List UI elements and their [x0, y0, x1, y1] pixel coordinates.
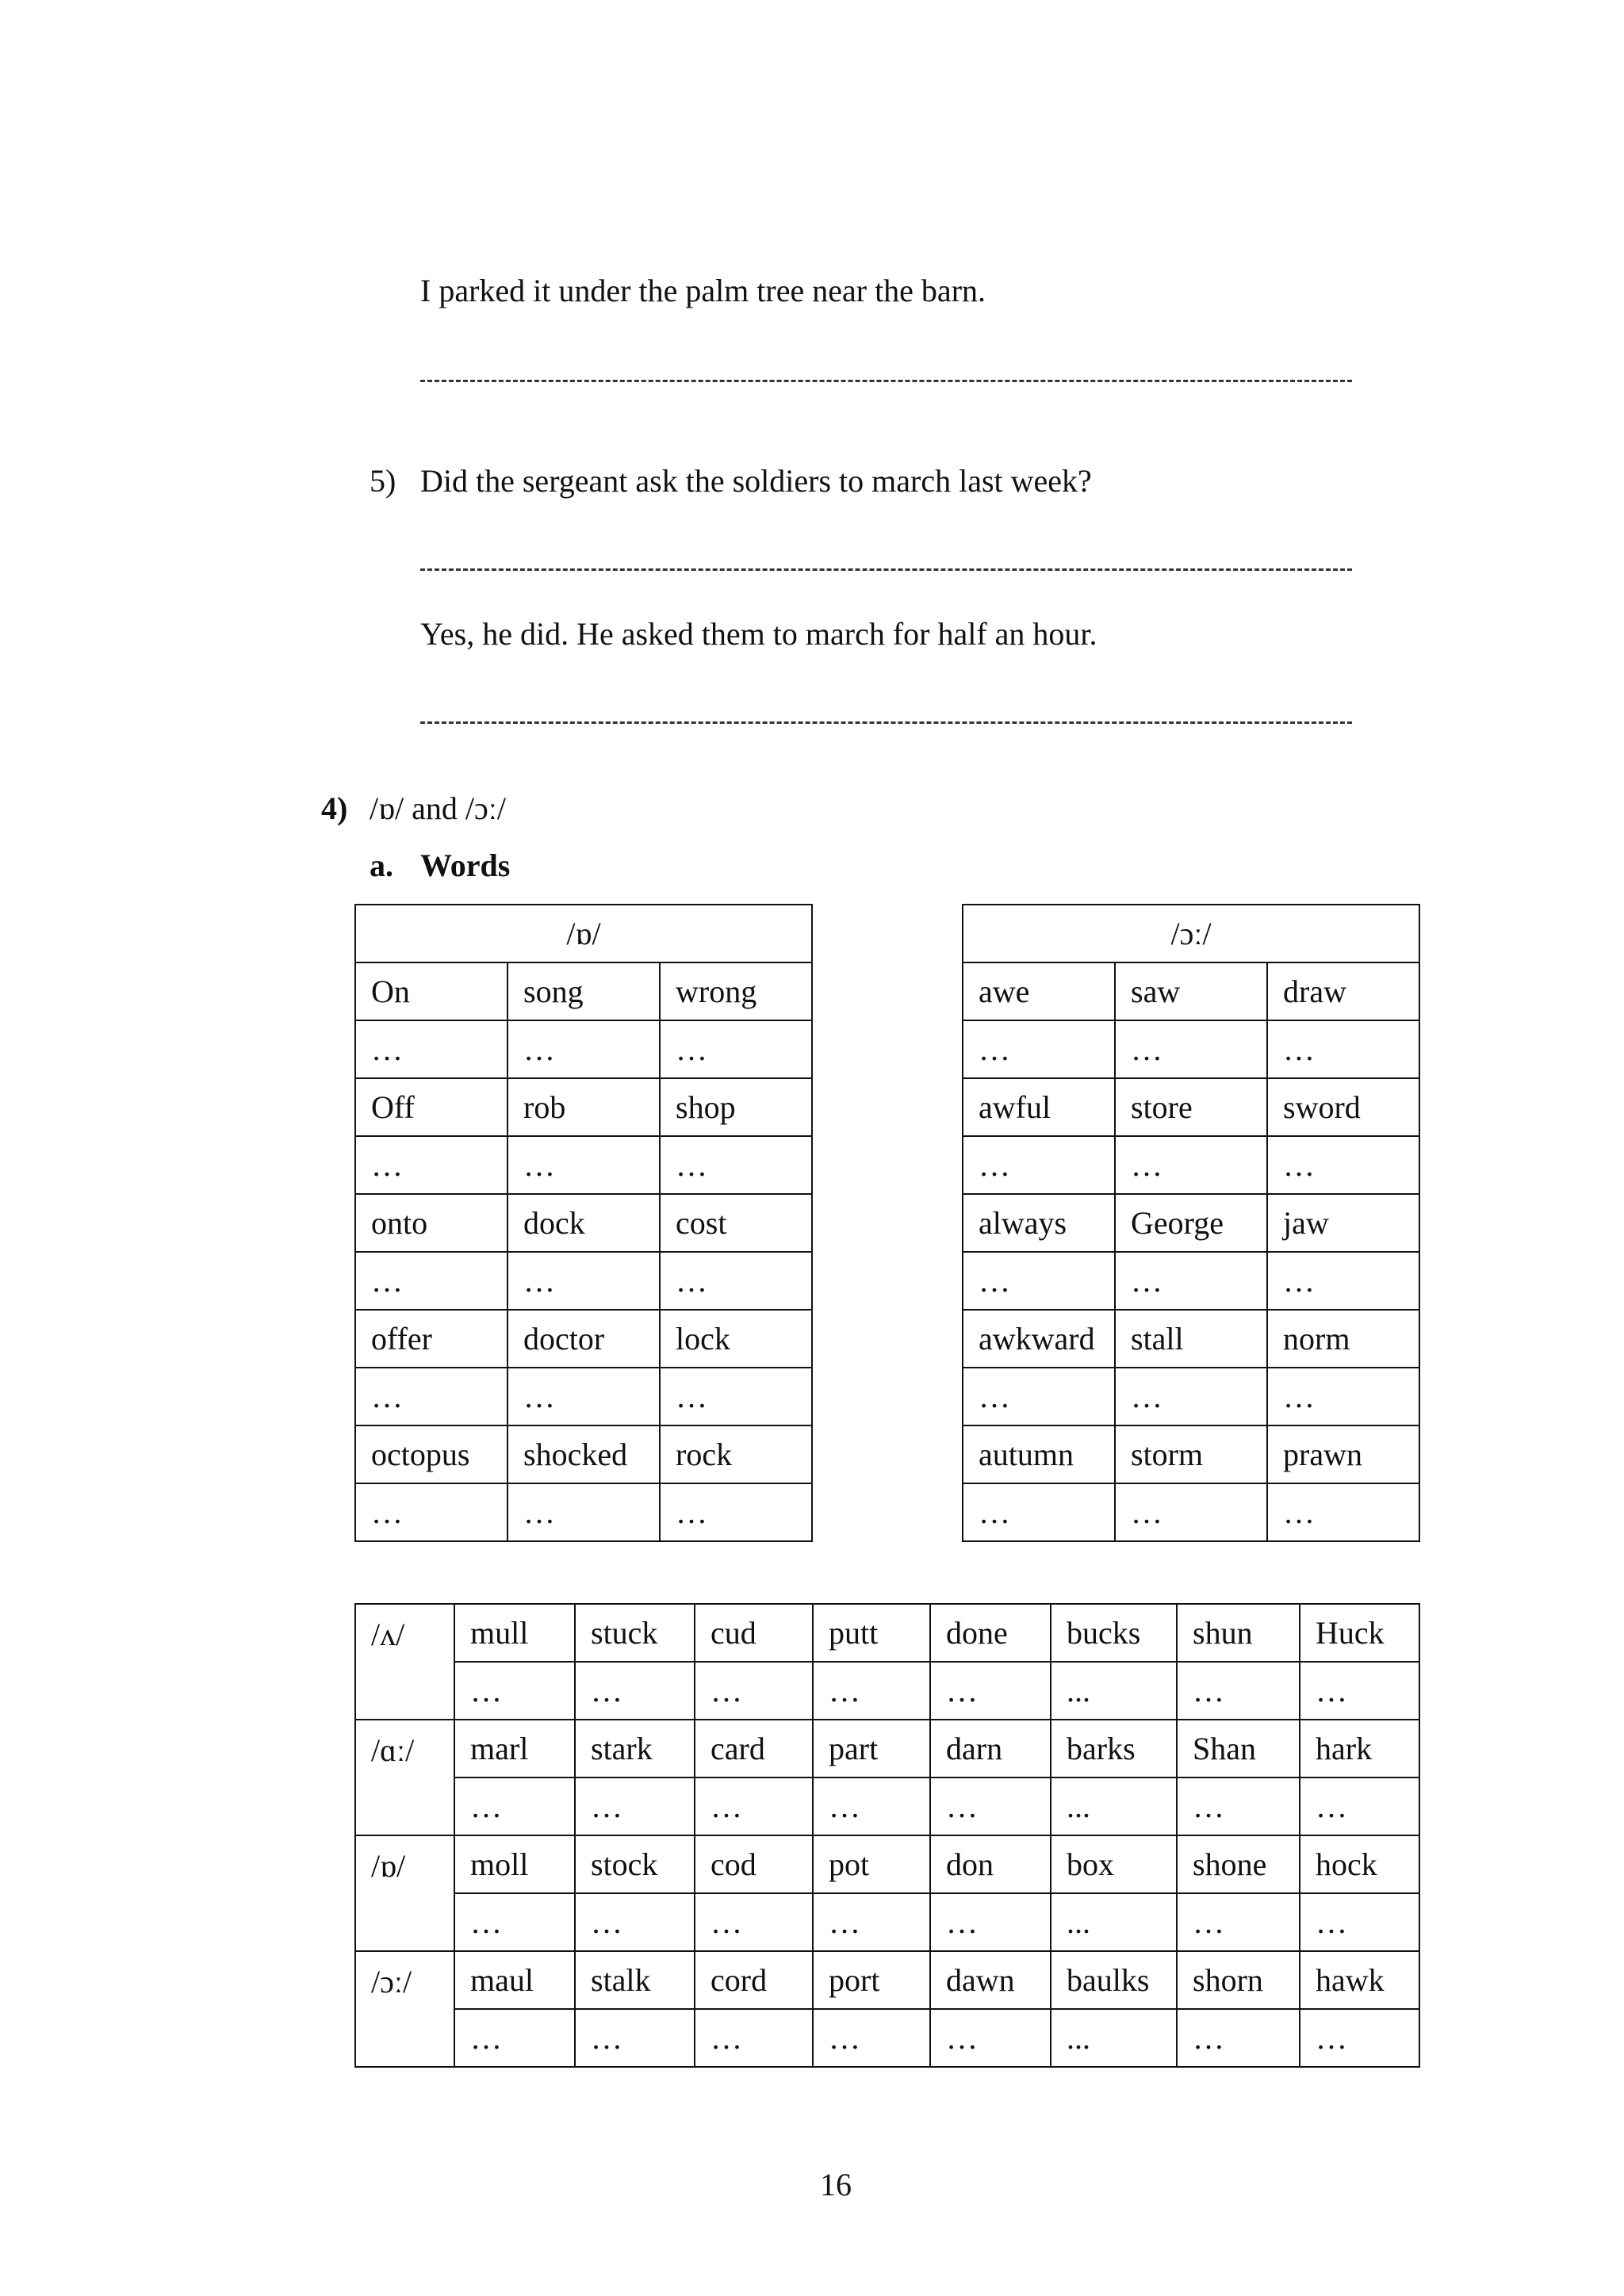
table-cell: sword	[1267, 1078, 1419, 1136]
blank-cell: …	[930, 1777, 1051, 1835]
table-cell: rock	[660, 1425, 812, 1483]
table-cell: storm	[1115, 1425, 1267, 1483]
table-row	[355, 1893, 1419, 1951]
word-cell: cord	[695, 1951, 813, 2009]
table-cell: …	[1115, 1483, 1267, 1541]
blank-cell: …	[695, 1777, 813, 1835]
word-cell: stock	[575, 1835, 695, 1893]
table-cell: …	[508, 1020, 660, 1078]
word-cell: putt	[813, 1604, 930, 1662]
writing-line	[420, 380, 1352, 382]
table-row	[355, 1310, 812, 1368]
table-cell: …	[355, 1368, 508, 1425]
vowel-symbol-cell: /ɒ/	[355, 1835, 454, 1951]
table-cell: shocked	[508, 1425, 660, 1483]
table-row	[963, 1368, 1419, 1425]
table-cell: …	[660, 1020, 812, 1078]
table-cell: …	[508, 1368, 660, 1425]
word-cell: cod	[695, 1835, 813, 1893]
table-cell: …	[1267, 1368, 1419, 1425]
table-cell: shop	[660, 1078, 812, 1136]
blank-cell: …	[454, 1662, 575, 1720]
word-cell: don	[930, 1835, 1051, 1893]
table-row	[963, 1483, 1419, 1541]
table-row	[355, 1720, 1419, 1777]
writing-line	[420, 721, 1352, 724]
blank-cell: …	[1300, 1662, 1419, 1720]
blank-cell: …	[695, 1893, 813, 1951]
blank-cell: …	[930, 1662, 1051, 1720]
table-row	[355, 962, 812, 1020]
table-row	[355, 1951, 1419, 2009]
blank-cell: …	[575, 1777, 695, 1835]
table-cell: …	[963, 1020, 1115, 1078]
table-cell: On	[355, 962, 508, 1020]
subsection-title: Words	[420, 848, 511, 883]
blank-cell: …	[813, 1662, 930, 1720]
table-cell: wrong	[660, 962, 812, 1020]
word-cell: hark	[1300, 1720, 1419, 1777]
table-row	[355, 2009, 1419, 2067]
writing-line	[420, 568, 1352, 571]
short-o-word-table	[354, 904, 813, 1542]
table-cell: …	[660, 1136, 812, 1194]
blank-cell: ...	[1051, 2009, 1177, 2067]
table-cell: Off	[355, 1078, 508, 1136]
blank-cell: …	[695, 2009, 813, 2067]
word-cell: port	[813, 1951, 930, 2009]
blank-cell: …	[930, 1893, 1051, 1951]
vowel-symbol-cell: /ɔː/	[355, 1951, 454, 2067]
blank-cell: …	[1177, 1662, 1300, 1720]
table-header: /ɒ/	[355, 905, 812, 962]
table-row	[963, 962, 1419, 1020]
blank-cell: ...	[1051, 1893, 1177, 1951]
word-cell: moll	[454, 1835, 575, 1893]
table-cell: …	[1115, 1252, 1267, 1310]
table-cell: cost	[660, 1194, 812, 1252]
table-row	[963, 1020, 1419, 1078]
word-cell: Huck	[1300, 1604, 1419, 1662]
blank-cell: …	[1300, 1777, 1419, 1835]
table-cell: saw	[1115, 962, 1267, 1020]
table-cell: …	[508, 1136, 660, 1194]
page-number: 16	[820, 2167, 852, 2202]
table-cell: awkward	[963, 1310, 1115, 1368]
word-cell: mull	[454, 1604, 575, 1662]
table-cell: …	[1267, 1252, 1419, 1310]
table-cell: …	[963, 1252, 1115, 1310]
table-cell: …	[660, 1368, 812, 1425]
table-cell: norm	[1267, 1310, 1419, 1368]
word-cell: marl	[454, 1720, 575, 1777]
blank-cell: …	[575, 1662, 695, 1720]
table-cell: prawn	[1267, 1425, 1419, 1483]
word-cell: barks	[1051, 1720, 1177, 1777]
blank-cell: …	[1300, 2009, 1419, 2067]
blank-cell: …	[575, 1893, 695, 1951]
word-cell: stark	[575, 1720, 695, 1777]
table-cell: …	[508, 1252, 660, 1310]
table-cell: dock	[508, 1194, 660, 1252]
question-text: Did the sergeant ask the soldiers to march last week?	[420, 463, 1092, 499]
table-row	[355, 1020, 812, 1078]
answer-line-5: Yes, he did. He asked them to march for half an hour.	[420, 616, 1097, 652]
blank-cell: …	[813, 1893, 930, 1951]
blank-cell: …	[454, 1893, 575, 1951]
table-cell: store	[1115, 1078, 1267, 1136]
table-row	[355, 1078, 812, 1136]
table-cell: George	[1115, 1194, 1267, 1252]
table-cell: …	[963, 1368, 1115, 1425]
table-cell: always	[963, 1194, 1115, 1252]
table-cell: stall	[1115, 1310, 1267, 1368]
word-cell: darn	[930, 1720, 1051, 1777]
table-cell: autumn	[963, 1425, 1115, 1483]
table-cell: …	[1115, 1368, 1267, 1425]
section-title: /ɒ/ and /ɔː/	[370, 790, 506, 826]
table-row	[355, 1604, 1419, 1662]
table-row	[355, 1835, 1419, 1893]
word-cell: hock	[1300, 1835, 1419, 1893]
word-cell: shun	[1177, 1604, 1300, 1662]
word-cell: box	[1051, 1835, 1177, 1893]
table-cell: …	[508, 1483, 660, 1541]
blank-cell: …	[813, 1777, 930, 1835]
table-row	[963, 1136, 1419, 1194]
table-cell: …	[355, 1020, 508, 1078]
word-cell: shone	[1177, 1835, 1300, 1893]
question-number: 5)	[370, 463, 396, 499]
table-cell: …	[1267, 1483, 1419, 1541]
subsection-letter: a.	[370, 848, 393, 883]
table-row	[355, 1777, 1419, 1835]
word-cell: part	[813, 1720, 930, 1777]
blank-cell: …	[1177, 1777, 1300, 1835]
blank-cell: …	[695, 1662, 813, 1720]
table-header: /ɔː/	[963, 905, 1419, 962]
table-row	[355, 1252, 812, 1310]
table-cell: …	[660, 1252, 812, 1310]
word-cell: stuck	[575, 1604, 695, 1662]
blank-cell: …	[1177, 1893, 1300, 1951]
table-row	[963, 1425, 1419, 1483]
blank-cell: ...	[1051, 1662, 1177, 1720]
vowel-symbol-cell: /ʌ/	[355, 1604, 454, 1720]
word-cell: Shan	[1177, 1720, 1300, 1777]
table-row	[963, 1310, 1419, 1368]
word-cell: maul	[454, 1951, 575, 2009]
table-row	[355, 1483, 812, 1541]
table-row	[355, 1194, 812, 1252]
table-cell: …	[660, 1483, 812, 1541]
table-row	[963, 1252, 1419, 1310]
table-cell: …	[1267, 1020, 1419, 1078]
blank-cell: …	[813, 2009, 930, 2067]
blank-cell: …	[454, 2009, 575, 2067]
answer-line-4: I parked it under the palm tree near the barn.	[420, 273, 986, 308]
blank-cell: ...	[1051, 1777, 1177, 1835]
table-cell: onto	[355, 1194, 508, 1252]
table-row	[355, 1136, 812, 1194]
word-cell: hawk	[1300, 1951, 1419, 2009]
vowel-comparison-table	[354, 1603, 1420, 2068]
blank-cell: …	[575, 2009, 695, 2067]
table-cell: …	[355, 1252, 508, 1310]
blank-cell: …	[1300, 1893, 1419, 1951]
table-cell: jaw	[1267, 1194, 1419, 1252]
word-cell: done	[930, 1604, 1051, 1662]
table-cell: …	[355, 1136, 508, 1194]
vowel-symbol-cell: /ɑː/	[355, 1720, 454, 1835]
word-cell: baulks	[1051, 1951, 1177, 2009]
table-cell: octopus	[355, 1425, 508, 1483]
table-cell: doctor	[508, 1310, 660, 1368]
word-cell: dawn	[930, 1951, 1051, 2009]
word-cell: shorn	[1177, 1951, 1300, 2009]
section-number: 4)	[321, 790, 348, 826]
table-cell: …	[1267, 1136, 1419, 1194]
table-row	[963, 1194, 1419, 1252]
table-row	[963, 1078, 1419, 1136]
table-cell: …	[1115, 1136, 1267, 1194]
table-cell: draw	[1267, 962, 1419, 1020]
blank-cell: …	[454, 1777, 575, 1835]
table-cell: rob	[508, 1078, 660, 1136]
word-cell: pot	[813, 1835, 930, 1893]
table-cell: awful	[963, 1078, 1115, 1136]
word-cell: cud	[695, 1604, 813, 1662]
long-o-word-table	[962, 904, 1420, 1542]
table-cell: …	[355, 1483, 508, 1541]
word-cell: bucks	[1051, 1604, 1177, 1662]
table-cell: …	[963, 1136, 1115, 1194]
table-row	[355, 1368, 812, 1425]
table-row	[355, 1662, 1419, 1720]
blank-cell: …	[930, 2009, 1051, 2067]
table-cell: …	[963, 1483, 1115, 1541]
table-cell: …	[1115, 1020, 1267, 1078]
table-row	[355, 1425, 812, 1483]
table-cell: lock	[660, 1310, 812, 1368]
word-cell: stalk	[575, 1951, 695, 2009]
table-cell: offer	[355, 1310, 508, 1368]
table-cell: song	[508, 962, 660, 1020]
blank-cell: …	[1177, 2009, 1300, 2067]
table-cell: awe	[963, 962, 1115, 1020]
word-cell: card	[695, 1720, 813, 1777]
